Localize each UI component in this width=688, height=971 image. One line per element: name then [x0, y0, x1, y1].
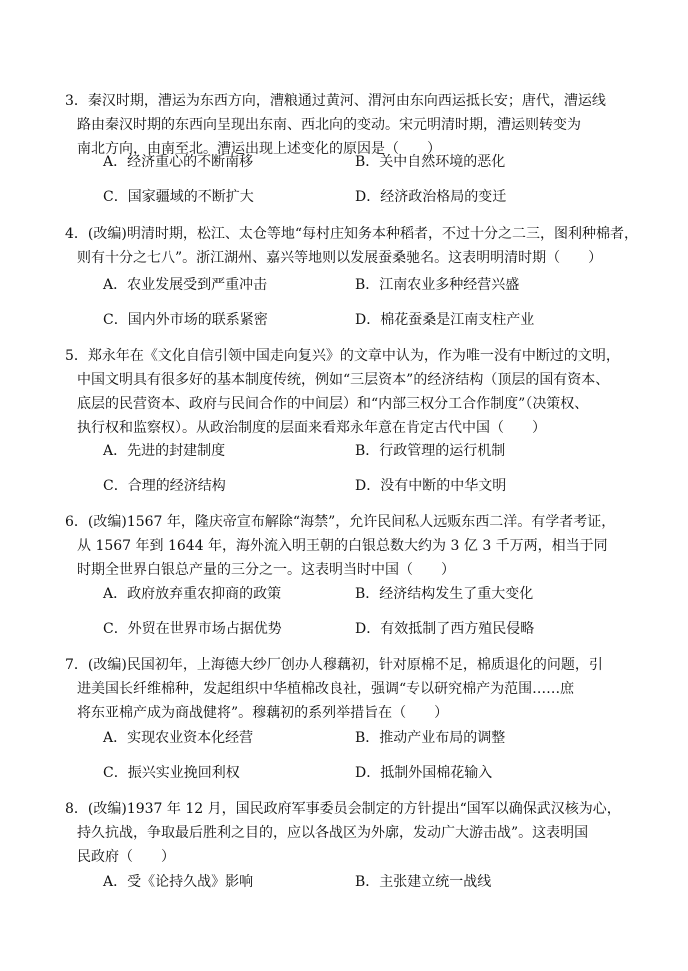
question-3-line-1: 3．秦汉时期，漕运为东西方向，漕粮通过黄河、渭河由东向西运抵长安；唐代，漕运线 — [65, 93, 606, 109]
question-8-line-2: 持久抗战，争取最后胜利之目的，应以各战区为外廓，发动广大游击战”。这表明国 — [77, 825, 589, 841]
question-7-line-2: 进美国长纤维棉种，发起组织中华植棉改良社，强调“专以研究棉产为范围……庶 — [77, 681, 575, 697]
question-4 — [65, 222, 638, 270]
question-8-line-1: 8．(改编)1937 年 12 月，国民政府军事委员会制定的方针提出“国军以确保武汉核为心， — [65, 801, 621, 817]
question-8 — [65, 797, 621, 869]
question-4-option-b[interactable]: B．江南农业多种经营兴盛 — [355, 277, 520, 293]
question-4-line-2: 则有十分之七八”。浙江湖州、嘉兴等地则以发展蚕桑驰名。这表明明清时期（ ） — [77, 250, 603, 266]
question-8-option-b[interactable]: B．主张建立统一战线 — [355, 874, 492, 890]
question-5-option-b[interactable]: B．行政管理的运行机制 — [355, 443, 506, 459]
question-6 — [65, 510, 616, 582]
question-8-option-a[interactable]: A．受《论持久战》影响 — [103, 874, 254, 890]
question-5-option-d[interactable]: D．没有中断的中华文明 — [355, 478, 507, 494]
question-8-options — [103, 870, 623, 894]
question-7-option-b[interactable]: B．推动产业布局的调整 — [355, 730, 506, 746]
question-3-option-a[interactable]: A．经济重心的不断南移 — [103, 154, 254, 170]
question-5 — [65, 344, 620, 440]
question-4-option-c[interactable]: C．国内外市场的联系紧密 — [103, 312, 268, 328]
question-4-option-a[interactable]: A．农业发展受到严重冲击 — [103, 277, 268, 293]
question-8-line-3: 民政府（ ） — [77, 849, 175, 865]
question-3-options — [103, 150, 623, 209]
question-7-options — [103, 726, 623, 785]
question-5-option-a[interactable]: A．先进的封建制度 — [103, 443, 226, 459]
question-6-option-c[interactable]: C．外贸在世界市场占据优势 — [103, 621, 282, 637]
question-6-line-1: 6．(改编)1567 年，隆庆帝宣布解除“海禁”，允许民间私人远贩东西二洋。有学者考证， — [65, 514, 616, 530]
question-6-option-d[interactable]: D．有效抵制了西方殖民侵略 — [355, 621, 535, 637]
question-3-option-b[interactable]: B．关中自然环境的恶化 — [355, 154, 506, 170]
question-6-line-3: 时期全世界白银总产量的三分之一。这表明当时中国（ ） — [77, 562, 455, 578]
question-5-line-4: 执行权和监察权）。从政治制度的层面来看郑永年意在肯定古代中国（ ） — [77, 420, 546, 436]
question-6-option-b[interactable]: B．经济结构发生了重大变化 — [355, 586, 534, 602]
question-5-options — [103, 439, 623, 498]
question-7-line-1: 7．(改编)民国初年，上海德大纱厂创办人穆藕初，针对原棉不足，棉质退化的问题，引 — [65, 657, 603, 673]
question-4-option-d[interactable]: D．棉花蚕桑是江南支柱产业 — [355, 312, 535, 328]
question-5-line-3: 底层的民营资本、政府与民间合作的中间层）和“内部三权分工合作制度”（决策权、 — [77, 396, 589, 412]
question-5-line-2: 中国文明具有很多好的基本制度传统，例如“三层资本”的经济结构（顶层的国有资本、 — [77, 372, 610, 388]
question-7-option-a[interactable]: A．实现农业资本化经营 — [103, 730, 254, 746]
question-5-option-c[interactable]: C．合理的经济结构 — [103, 478, 226, 494]
question-6-line-2: 从 1567 年到 1644 年，海外流入明王朝的白银总数大约为 3 亿 3 千万两，相当于同 — [77, 538, 608, 554]
question-4-options — [103, 273, 623, 332]
question-5-line-1: 5．郑永年在《文化自信引领中国走向复兴》的文章中认为，作为唯一没有中断过的文明， — [65, 348, 620, 364]
question-3-option-c[interactable]: C．国家疆域的不断扩大 — [103, 189, 254, 205]
question-7-option-c[interactable]: C．振兴实业挽回利权 — [103, 765, 240, 781]
question-3-line-3: 南北方向，由南至北。漕运出现上述变化的原因是（ ） — [77, 141, 441, 157]
question-6-options — [103, 582, 623, 641]
question-6-option-a[interactable]: A．政府放弃重农抑商的政策 — [103, 586, 282, 602]
question-7-line-3: 将东亚棉产成为商战健将”。穆藕初的系列举措旨在（ ） — [77, 705, 449, 721]
question-7-option-d[interactable]: D．抵制外国棉花输入 — [355, 765, 493, 781]
question-7 — [65, 653, 610, 725]
question-3-line-2: 路由秦汉时期的东西向呈现出东南、西北向的变动。宋元明清时期，漕运则转变为 — [77, 117, 581, 133]
question-3-option-d[interactable]: D．经济政治格局的变迁 — [355, 189, 507, 205]
question-4-line-1: 4．(改编)明清时期，松江、太仓等地“每村庄知务本种稻者，不过十分之二三，图利种棉者， — [65, 226, 638, 242]
